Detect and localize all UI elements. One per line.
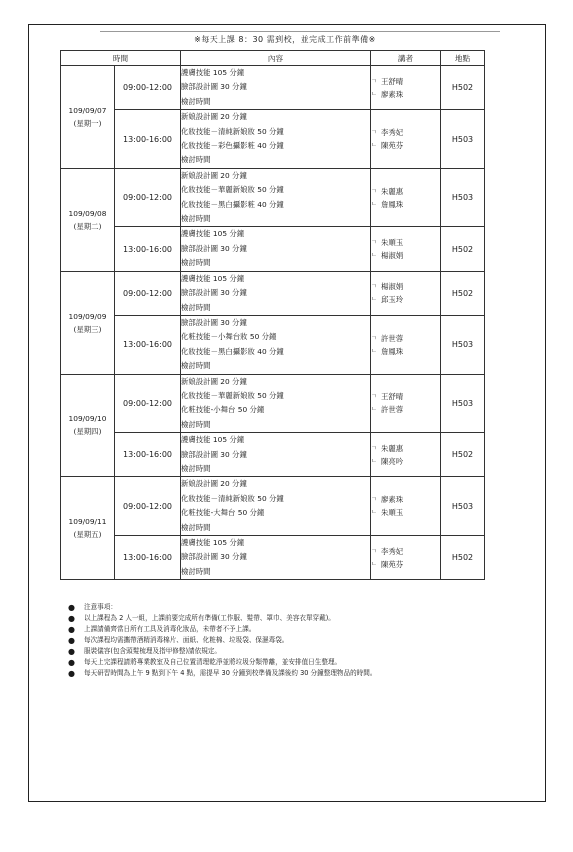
teacher-name-row — [371, 185, 440, 198]
checkmark-icon: ㄴ — [371, 457, 377, 465]
time-cell: 13:00-16:00 — [115, 433, 181, 477]
content-line: 護膚技能 105 分鐘 — [181, 435, 245, 445]
content-line: 檢討時間 — [181, 361, 211, 371]
content-line: 新娘設計圖 20 分鐘 — [181, 479, 247, 489]
date-text: 109/09/09 — [68, 311, 107, 321]
date-cell — [61, 271, 115, 374]
time-cell: 09:00-12:00 — [115, 374, 181, 433]
content-line: 臉部設計圖 30 分鐘 — [181, 317, 247, 327]
teacher-name: 楊淑娟 — [381, 282, 404, 292]
weekday-text: (星期五) — [73, 530, 102, 540]
teacher-name-row — [371, 293, 440, 306]
note-item — [68, 613, 508, 624]
weekday-text: (星期二) — [73, 221, 102, 231]
time-cell: 09:00-12:00 — [115, 477, 181, 536]
bullet-icon: ● — [68, 658, 75, 667]
table-row — [61, 227, 485, 271]
teacher-name: 許世蓉 — [381, 333, 404, 343]
checkmark-icon: ㄴ — [371, 509, 377, 517]
content-cell — [181, 271, 371, 315]
checkmark-icon: ㄱ — [371, 334, 377, 342]
top-divider — [100, 31, 500, 32]
teacher-cell — [371, 227, 441, 271]
teacher-name: 朱麗惠 — [381, 443, 404, 453]
teacher-name: 許世蓉 — [381, 405, 404, 415]
content-cell — [181, 66, 371, 110]
note-text: 上課請備齊當日所有工具及消毒化妝品，未帶者不予上課。 — [84, 625, 256, 633]
table-row — [61, 433, 485, 477]
header-room: 地點 — [441, 51, 485, 66]
content-cell — [181, 536, 371, 580]
time-cell: 09:00-12:00 — [115, 271, 181, 315]
note-text: 注意事項： — [84, 603, 117, 611]
checkmark-icon: ㄱ — [371, 547, 377, 555]
content-line: 護膚技能 105 分鐘 — [181, 538, 245, 547]
teacher-name-row — [371, 442, 440, 455]
teacher-name: 朱順玉 — [381, 238, 404, 248]
checkmark-icon: ㄴ — [371, 560, 377, 568]
table-row — [61, 477, 485, 536]
table-header-row — [61, 51, 485, 66]
teacher-name-row — [371, 126, 440, 139]
room-cell: H503 — [441, 477, 485, 536]
teacher-name-row — [371, 345, 440, 358]
bullet-icon: ● — [68, 625, 75, 634]
checkmark-icon: ㄱ — [371, 444, 377, 452]
checkmark-icon: ㄴ — [371, 296, 377, 304]
teacher-cell — [371, 315, 441, 374]
time-cell: 13:00-16:00 — [115, 315, 181, 374]
date-text: 109/09/08 — [68, 208, 107, 218]
checkmark-icon: ㄱ — [371, 187, 377, 195]
teacher-name-row — [371, 558, 440, 571]
content-line: 化粧技能-小舞台 50 分鐘 — [181, 405, 265, 415]
content-line: 化妝技能－清純新娘妝 50 分鐘 — [181, 126, 284, 136]
note-text: 每天上完課程請將專業教室及自己位置清理乾淨並將垃圾分類帶離，並安排值日生整理。 — [84, 658, 342, 666]
teacher-name: 李秀妃 — [381, 128, 404, 138]
content-cell — [181, 433, 371, 477]
checkmark-icon: ㄴ — [371, 252, 377, 260]
checkmark-icon: ㄴ — [371, 90, 377, 98]
content-cell — [181, 168, 371, 227]
checkmark-icon: ㄴ — [371, 406, 377, 414]
header-note: ※每天上課 8：30 需到校，並完成工作前準備※ — [194, 35, 376, 44]
content-line: 化粧技能-大舞台 50 分鐘 — [181, 508, 265, 518]
table-row — [61, 374, 485, 433]
teacher-name-row — [371, 455, 440, 468]
time-cell: 09:00-12:00 — [115, 168, 181, 227]
bullet-icon: ● — [68, 669, 75, 678]
table-row — [61, 536, 485, 580]
weekday-text: (星期一) — [73, 118, 102, 128]
content-line: 臉部設計圖 30 分鐘 — [181, 288, 247, 298]
teacher-name-row — [371, 332, 440, 345]
content-line: 新娘設計圖 20 分鐘 — [181, 170, 247, 180]
bullet-icon: ● — [68, 636, 75, 645]
checkmark-icon: ㄴ — [371, 347, 377, 355]
header-teacher: 講者 — [371, 51, 441, 66]
teacher-name: 朱順玉 — [381, 508, 404, 518]
teacher-name: 詹鳳珠 — [381, 199, 404, 209]
time-cell: 09:00-12:00 — [115, 66, 181, 110]
teacher-name-row — [371, 249, 440, 262]
note-text: 每次課程均需攜帶酒精消毒棉片、面紙、化粧棉、垃圾袋、保濕毒袋。 — [84, 636, 289, 644]
table-row — [61, 315, 485, 374]
teacher-name-row — [371, 280, 440, 293]
teacher-name-row — [371, 75, 440, 88]
teacher-name-row — [371, 545, 440, 558]
header-content: 內容 — [181, 51, 371, 66]
content-cell — [181, 374, 371, 433]
teacher-name: 陳亮吟 — [381, 456, 404, 466]
content-line: 化妝技能－黑白攝影粧 40 分鐘 — [181, 199, 284, 209]
note-item — [68, 646, 508, 657]
room-cell: H503 — [441, 168, 485, 227]
date-cell — [61, 66, 115, 169]
content-line: 檢討時間 — [181, 96, 211, 106]
table-row — [61, 66, 485, 110]
table-row — [61, 271, 485, 315]
note-item — [68, 602, 508, 613]
teacher-cell — [371, 168, 441, 227]
teacher-name-row — [371, 506, 440, 519]
content-line: 化妝技能－華麗新娘妝 50 分鐘 — [181, 185, 284, 195]
teacher-name-row — [371, 390, 440, 403]
content-line: 檢討時間 — [181, 302, 211, 312]
teacher-name-row — [371, 198, 440, 211]
content-cell — [181, 315, 371, 374]
content-line: 化妝技能－黑白攝影妝 40 分鐘 — [181, 346, 284, 356]
checkmark-icon: ㄱ — [371, 496, 377, 504]
content-line: 護膚技能 105 分鐘 — [181, 273, 245, 283]
teacher-cell — [371, 110, 441, 169]
teacher-cell — [371, 536, 441, 580]
room-cell: H502 — [441, 271, 485, 315]
content-line: 臉部設計圖 30 分鐘 — [181, 552, 247, 562]
content-line: 臉部設計圖 30 分鐘 — [181, 243, 247, 253]
content-line: 檢討時間 — [181, 214, 211, 224]
content-line: 檢討時間 — [181, 463, 211, 473]
weekday-text: (星期三) — [73, 324, 102, 334]
table-row — [61, 168, 485, 227]
content-line: 化妝技能－清純新娘妝 50 分鐘 — [181, 493, 284, 503]
content-cell — [181, 110, 371, 169]
schedule-table — [60, 50, 485, 580]
content-line: 臉部設計圖 30 分鐘 — [181, 82, 247, 92]
teacher-name-row — [371, 236, 440, 249]
content-line: 化妝技能－彩色攝影粧 40 分鐘 — [181, 141, 284, 151]
room-cell: H503 — [441, 315, 485, 374]
note-text: 每天研習時間為上午 9 點到下午 4 點，需提早 30 分鐘到校準備及課後約 30 分鐘整理物品的時間。 — [84, 669, 377, 677]
time-cell: 13:00-16:00 — [115, 227, 181, 271]
teacher-name-row — [371, 139, 440, 152]
header-time: 時間 — [61, 51, 181, 66]
time-cell: 13:00-16:00 — [115, 110, 181, 169]
date-text: 109/09/07 — [68, 105, 107, 115]
teacher-name: 陳苑芬 — [381, 559, 404, 569]
room-cell: H502 — [441, 227, 485, 271]
content-line: 新娘設計圖 20 分鐘 — [181, 112, 247, 122]
teacher-name: 朱麗惠 — [381, 186, 404, 196]
note-text: 以上課程為 2 人一組，上課前要完成所有準備(工作服、髮帶、罩巾、美容衣單穿戴)。 — [84, 614, 335, 622]
teacher-name: 陳苑芬 — [381, 141, 404, 151]
date-cell — [61, 168, 115, 271]
teacher-name: 王舒晴 — [381, 76, 404, 86]
room-cell: H503 — [441, 374, 485, 433]
table-row — [61, 110, 485, 169]
teacher-name: 邱玉玲 — [381, 295, 404, 305]
teacher-name: 王舒晴 — [381, 392, 404, 402]
teacher-name: 廖素珠 — [381, 495, 404, 505]
content-line: 檢討時間 — [181, 522, 211, 532]
room-cell: H502 — [441, 66, 485, 110]
checkmark-icon: ㄱ — [371, 393, 377, 401]
date-text: 109/09/10 — [68, 414, 107, 424]
content-line: 化粧技能－小舞台妝 50 分鐘 — [181, 332, 277, 342]
bullet-icon: ● — [68, 603, 75, 612]
content-line: 新娘設計圖 20 分鐘 — [181, 376, 247, 386]
content-cell — [181, 227, 371, 271]
content-line: 檢討時間 — [181, 566, 211, 576]
teacher-cell — [371, 374, 441, 433]
teacher-cell — [371, 66, 441, 110]
teacher-cell — [371, 477, 441, 536]
notes-section — [68, 602, 508, 679]
date-cell — [61, 477, 115, 580]
checkmark-icon: ㄴ — [371, 200, 377, 208]
bullet-icon: ● — [68, 647, 75, 656]
note-item — [68, 635, 508, 646]
note-item — [68, 657, 508, 668]
content-line: 護膚技能 105 分鐘 — [181, 68, 245, 77]
content-line: 化妝技能－華麗新娘妝 50 分鐘 — [181, 390, 284, 400]
room-cell: H502 — [441, 433, 485, 477]
teacher-name: 廖素珠 — [381, 89, 404, 99]
checkmark-icon: ㄱ — [371, 239, 377, 247]
content-cell — [181, 477, 371, 536]
room-cell: H503 — [441, 110, 485, 169]
content-line: 臉部設計圖 30 分鐘 — [181, 449, 247, 459]
content-line: 檢討時間 — [181, 258, 211, 268]
teacher-name: 李秀妃 — [381, 546, 404, 556]
time-cell: 13:00-16:00 — [115, 536, 181, 580]
checkmark-icon: ㄱ — [371, 283, 377, 291]
note-item — [68, 668, 508, 679]
teacher-name: 詹鳳珠 — [381, 346, 404, 356]
note-text: 服裝儀容(包含頭髮梳理及指甲修整)請依規定。 — [84, 647, 222, 655]
note-item — [68, 624, 508, 635]
content-line: 檢討時間 — [181, 155, 211, 165]
date-cell — [61, 374, 115, 477]
checkmark-icon: ㄴ — [371, 142, 377, 150]
teacher-name-row — [371, 403, 440, 416]
date-text: 109/09/11 — [68, 517, 107, 527]
checkmark-icon: ㄱ — [371, 77, 377, 85]
bullet-icon: ● — [68, 614, 75, 623]
room-cell: H502 — [441, 536, 485, 580]
teacher-cell — [371, 271, 441, 315]
content-line: 護膚技能 105 分鐘 — [181, 229, 245, 239]
checkmark-icon: ㄱ — [371, 129, 377, 137]
teacher-name-row — [371, 88, 440, 101]
content-line: 檢討時間 — [181, 419, 211, 429]
weekday-text: (星期四) — [73, 427, 102, 437]
teacher-name-row — [371, 493, 440, 506]
teacher-name: 楊淑娟 — [381, 251, 404, 261]
teacher-cell — [371, 433, 441, 477]
